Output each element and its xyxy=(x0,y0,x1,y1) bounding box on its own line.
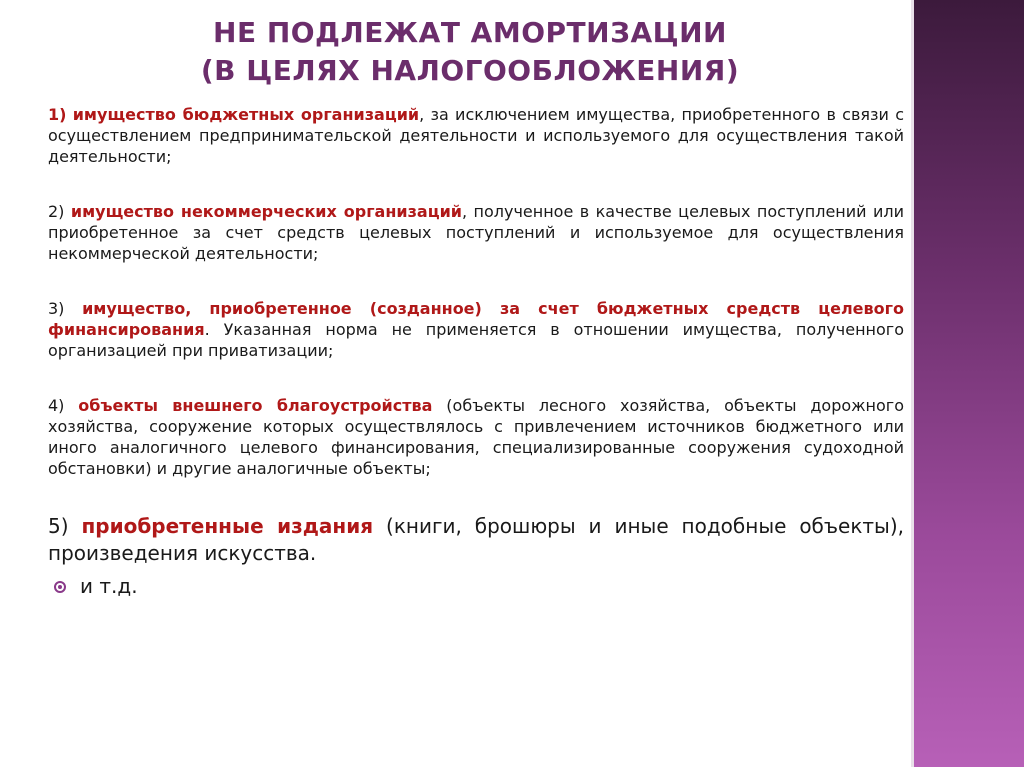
title-line-2: (В ЦЕЛЯХ НАЛОГООБЛОЖЕНИЯ) xyxy=(200,54,740,87)
item-1-highlight: имущество бюджетных организаций xyxy=(72,105,420,124)
item-5-highlight: приобретенные издания xyxy=(81,514,374,538)
item-2-text: , полученное в качестве целевых поступлений или приобретенное за счет средств целевых поступлений и используемое для осуществления некоммерческой деятельности; xyxy=(48,202,905,263)
list-item-5 xyxy=(48,513,904,567)
item-2-highlight: имущество некоммерческих организаций xyxy=(70,202,462,221)
item-3-number: 3) xyxy=(48,299,65,318)
item-4-highlight: объекты внешнего благоустройства xyxy=(78,396,433,415)
list-item-4 xyxy=(48,395,904,479)
list-item-3 xyxy=(48,298,904,361)
item-5-text: (книги, брошюры и иные подобные объекты), произведения искусства. xyxy=(48,514,905,565)
item-4-number: 4) xyxy=(48,396,65,415)
circle-bullet-icon xyxy=(54,581,66,593)
slide-content xyxy=(48,104,904,600)
item-4-text: (объекты лесного хозяйства, объекты дорожного хозяйства, сооружение которых осуществлялось с привлечением источников бюджетного или иного аналогичного целевого финансирования, специализированные сооружения судоходной обстановки) и другие аналогичные объекты; xyxy=(48,396,905,478)
item-3-text: . Указанная норма не применяется в отношении имущества, полученного организацией при приватизации; xyxy=(48,320,904,360)
bullet-item xyxy=(54,573,904,600)
list-item-1 xyxy=(48,104,904,167)
item-1-number: 1) xyxy=(48,105,67,124)
side-decorative-stripe xyxy=(914,0,1024,767)
bullet-text: и т.д. xyxy=(80,574,138,598)
list-item-2 xyxy=(48,201,904,264)
item-5-number: 5) xyxy=(48,514,69,538)
item-2-number: 2) xyxy=(48,202,65,221)
title-line-1: НЕ ПОДЛЕЖАТ АМОРТИЗАЦИИ xyxy=(213,16,727,49)
item-1-text: , за исключением имущества, приобретенного в связи с осуществлением предпринимательской деятельности и используемого для осуществления такой деятельности; xyxy=(48,105,904,166)
item-3-highlight: имущество, приобретенное (созданное) за счет бюджетных средств целевого финансирования xyxy=(48,299,904,339)
slide-title xyxy=(150,14,790,90)
